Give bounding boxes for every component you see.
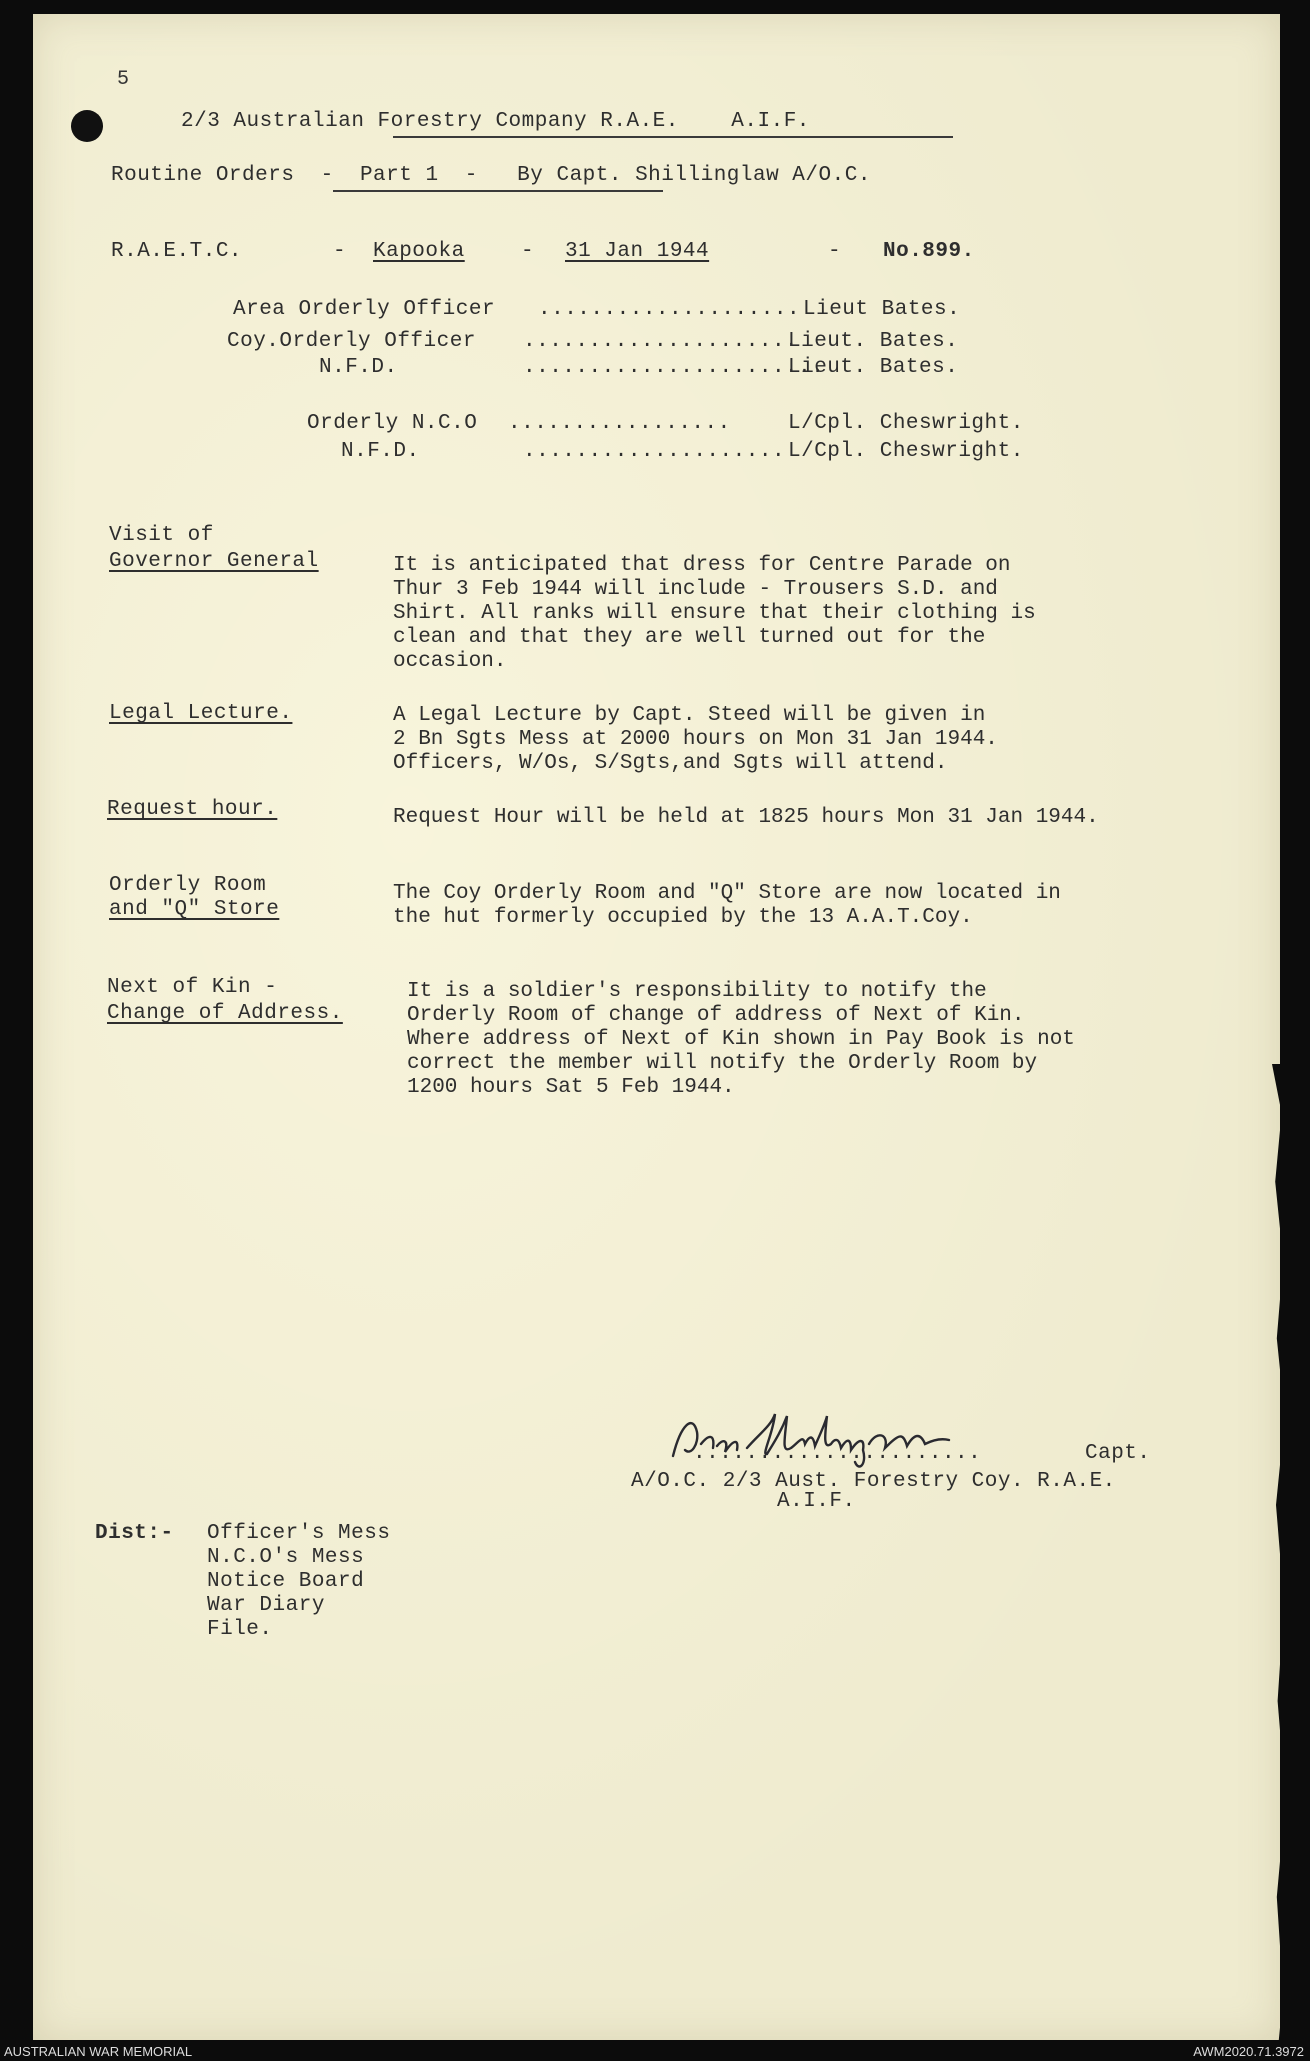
roster-role: N.F.D.	[319, 356, 398, 379]
roster-name: Lieut Bates.	[803, 298, 961, 321]
order-heading: Request hour.	[107, 798, 278, 821]
order-text: A Legal Lecture by Capt. Steed will be given in 2 Bn Sgts Mess at 2000 hours on Mon 31 Jan 1944. Officers, W/Os, S/Sgts,and Sgts will attend.	[393, 704, 998, 775]
orders-underline	[333, 190, 663, 192]
roster-name: Lieut. Bates.	[788, 330, 959, 353]
order-heading: Orderly Room	[109, 874, 267, 897]
order-heading: Visit of	[109, 524, 214, 547]
roster-name: L/Cpl. Cheswright.	[788, 412, 1024, 435]
order-heading: Change of Address.	[107, 1002, 343, 1025]
footer-institution: AUSTRALIAN WAR MEMORIAL	[4, 2044, 193, 2059]
order-text: Request Hour will be held at 1825 hours Mon 31 Jan 1944.	[393, 806, 1099, 829]
order-heading: Governor General	[109, 550, 319, 573]
unit-underline	[393, 136, 953, 138]
roster-name: Lieut. Bates.	[788, 356, 959, 379]
roster-dots: ....................	[523, 440, 786, 463]
roster-dots: .....................	[523, 330, 799, 353]
order-text: The Coy Orderly Room and "Q" Store are now located in the hut formerly occupied by the 13 A.A.T.Coy.	[393, 882, 1061, 929]
signature-rank: Capt.	[1085, 1442, 1151, 1465]
order-heading: Legal Lecture.	[109, 702, 293, 725]
date: 31 Jan 1944	[565, 240, 710, 263]
dash-2: -	[521, 240, 535, 263]
dash-3: -	[828, 240, 842, 263]
punch-hole	[71, 110, 103, 142]
distribution-item: War Diary	[207, 1594, 325, 1617]
roster-role: N.F.D.	[341, 440, 420, 463]
roster-dots: .......................	[523, 356, 825, 379]
signature-dots: ......................	[693, 1442, 982, 1465]
roster-role: Area Orderly Officer	[233, 298, 496, 321]
roster-role: Coy.Orderly Officer	[227, 330, 476, 353]
orders-line: Routine Orders - Part 1 - By Capt. Shillinglaw A/O.C.	[111, 164, 871, 187]
roster-dots: .................	[508, 412, 731, 435]
order-heading: Next of Kin -	[107, 976, 278, 999]
distribution-item: Notice Board	[207, 1570, 365, 1593]
document-page	[33, 14, 1280, 2040]
order-text: It is a soldier's responsibility to notify the Orderly Room of change of address of Next of Kin. Where address of Next of Kin shown in Pay Book is not correct the member will notify the Orderly Room by 1200 hours Sat 5 Feb 1944.	[407, 980, 1075, 1099]
footer-accession-number: AWM2020.71.3972	[1193, 2044, 1304, 2059]
dash-1: -	[333, 240, 347, 263]
roster-role: Orderly N.C.O	[307, 412, 478, 435]
order-heading: and "Q" Store	[109, 898, 280, 921]
unit-line: 2/3 Australian Forestry Company R.A.E. A.I.F.	[181, 110, 810, 133]
distribution-item: Officer's Mess	[207, 1522, 391, 1545]
order-text: It is anticipated that dress for Centre Parade on Thur 3 Feb 1944 will include - Trousers S.D. and Shirt. All ranks will ensure that their clothing is clean and that they are well turned out for the occasion.	[393, 554, 1036, 673]
signature-aif: A.I.F.	[777, 1490, 856, 1513]
distribution-item: N.C.O's Mess	[207, 1546, 365, 1569]
page-number-mark: 5	[117, 68, 130, 91]
roster-dots: ....................	[538, 298, 801, 321]
distribution-label: Dist:-	[95, 1522, 174, 1545]
order-number: No.899.	[883, 240, 975, 263]
signature-title: A/O.C. 2/3 Aust. Forestry Coy. R.A.E.	[631, 1470, 1116, 1493]
roster-name: L/Cpl. Cheswright.	[788, 440, 1024, 463]
place: Kapooka	[373, 240, 465, 263]
place-label: R.A.E.T.C.	[111, 240, 243, 263]
distribution-item: File.	[207, 1618, 273, 1641]
